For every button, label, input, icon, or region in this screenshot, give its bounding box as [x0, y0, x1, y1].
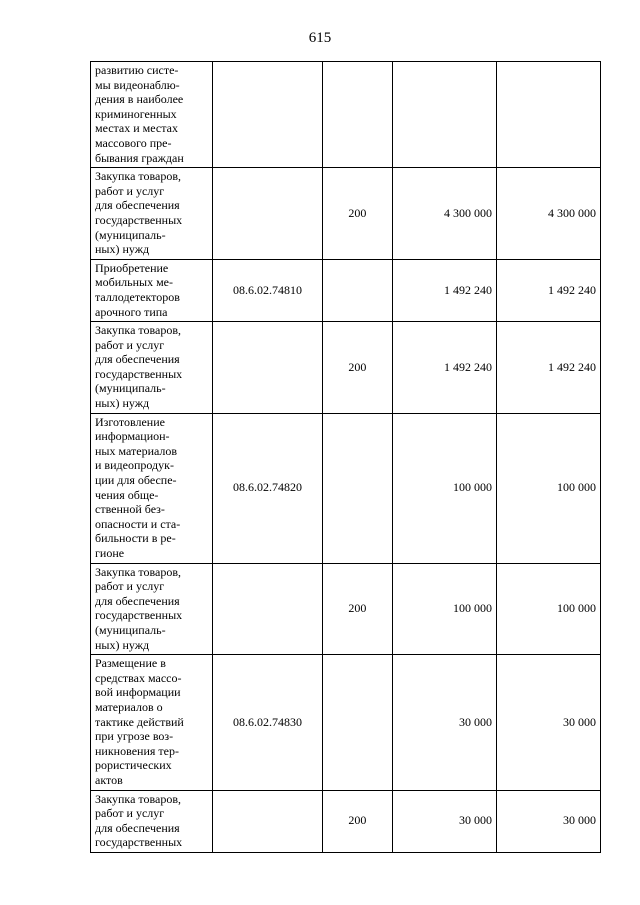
table-row: [91, 413, 601, 563]
cell-name: Закупка товаров, работ и услуг для обеспечения государственных (муниципаль- ных) нужд: [91, 563, 213, 655]
cell-expense-type: [322, 259, 392, 321]
cell-name: Изготовление информацион- ных материалов и видеопродук- ции для обеспе- чения обще- ственной без- опасности и ста- бильности в ре- гионе: [91, 413, 213, 563]
table-row: [91, 62, 601, 168]
cell-amount-1: 30 000: [392, 655, 496, 790]
cell-amount-2: [496, 62, 600, 168]
cell-code: [213, 322, 323, 414]
cell-expense-type: 200: [322, 563, 392, 655]
cell-amount-2: 100 000: [496, 413, 600, 563]
cell-expense-type: 200: [322, 790, 392, 852]
table-row: [91, 259, 601, 321]
cell-amount-1: 100 000: [392, 413, 496, 563]
cell-amount-1: 1 492 240: [392, 259, 496, 321]
budget-table: [90, 61, 601, 853]
cell-code: 08.6.02.74810: [213, 259, 323, 321]
cell-amount-1: [392, 62, 496, 168]
cell-amount-2: 100 000: [496, 563, 600, 655]
cell-amount-1: 100 000: [392, 563, 496, 655]
cell-name: Закупка товаров, работ и услуг для обеспечения государственных (муниципаль- ных) нужд: [91, 168, 213, 260]
cell-expense-type: 200: [322, 322, 392, 414]
cell-code: [213, 168, 323, 260]
cell-name: Закупка товаров, работ и услуг для обеспечения государственных (муниципаль- ных) нужд: [91, 322, 213, 414]
table-row: [91, 655, 601, 790]
cell-amount-1: 1 492 240: [392, 322, 496, 414]
table-row: [91, 563, 601, 655]
cell-amount-1: 4 300 000: [392, 168, 496, 260]
cell-code: [213, 62, 323, 168]
cell-amount-2: 1 492 240: [496, 259, 600, 321]
cell-expense-type: [322, 413, 392, 563]
cell-amount-2: 30 000: [496, 655, 600, 790]
table-row: [91, 790, 601, 852]
cell-name: Приобретение мобильных ме- таллодетекторов арочного типа: [91, 259, 213, 321]
cell-code: 08.6.02.74830: [213, 655, 323, 790]
cell-code: [213, 790, 323, 852]
cell-expense-type: [322, 62, 392, 168]
cell-amount-2: 30 000: [496, 790, 600, 852]
cell-code: [213, 563, 323, 655]
table-row: [91, 322, 601, 414]
cell-name: развитию систе- мы видеонаблю- дения в наиболее криминогенных местах и местах массового пре- бывания граждан: [91, 62, 213, 168]
cell-expense-type: [322, 655, 392, 790]
cell-name: Размещение в средствах массо- вой информации материалов о тактике действий при угрозе воз- никновения тер- рористических актов: [91, 655, 213, 790]
cell-amount-1: 30 000: [392, 790, 496, 852]
cell-name: Закупка товаров, работ и услуг для обеспечения государственных: [91, 790, 213, 852]
cell-code: 08.6.02.74820: [213, 413, 323, 563]
page-number: 615: [308, 30, 332, 46]
cell-amount-2: 1 492 240: [496, 322, 600, 414]
cell-expense-type: 200: [322, 168, 392, 260]
cell-amount-2: 4 300 000: [496, 168, 600, 260]
table-row: [91, 168, 601, 260]
